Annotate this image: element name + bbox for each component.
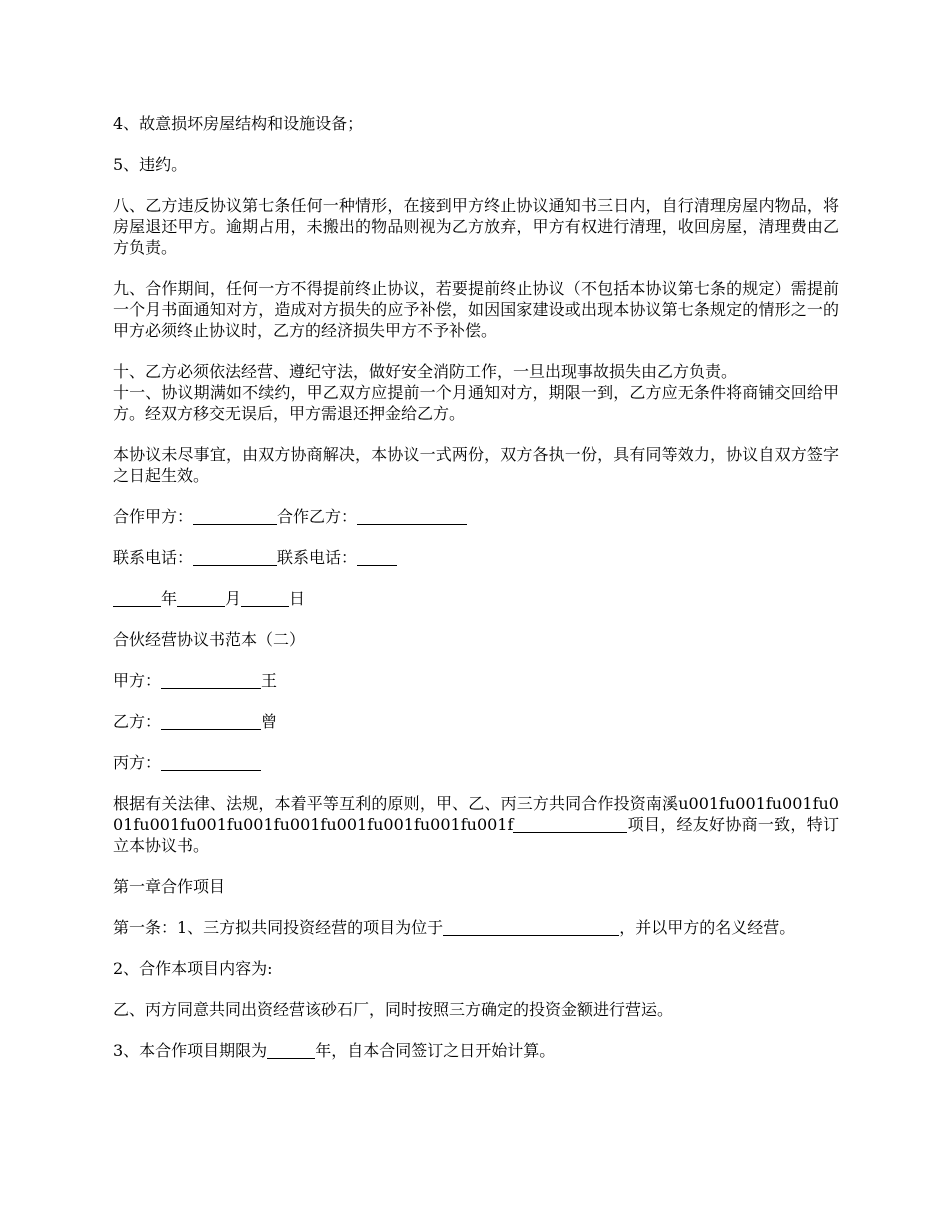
yi-blank bbox=[161, 713, 261, 730]
date-line bbox=[113, 588, 839, 609]
location-blank bbox=[443, 919, 619, 936]
item-3-start: 3、本合作项目期限为 bbox=[113, 1041, 268, 1060]
party-a-label: 合作甲方： bbox=[113, 507, 194, 526]
basis-paragraph bbox=[113, 793, 839, 856]
clause-item-4: 4、故意损坏房屋结构和设施设备； bbox=[113, 114, 364, 133]
bing-label: 丙方： bbox=[113, 753, 162, 772]
basis-end: 项目，经友好协商一致，特订立本协议书。 bbox=[113, 815, 839, 855]
section-title: 合伙经营协议书范本（二） bbox=[113, 630, 306, 649]
month-blank bbox=[177, 590, 225, 607]
year-label: 年 bbox=[161, 589, 178, 608]
phone-line bbox=[113, 547, 839, 568]
yi-label: 乙方： bbox=[113, 712, 162, 731]
month-label: 月 bbox=[225, 589, 242, 608]
project-blank bbox=[513, 816, 627, 833]
clause-10: 十、乙方必须依法经营、遵纪守法，做好安全消防工作，一旦出现事故损失由乙方负责。 bbox=[113, 362, 738, 381]
party-b-blank bbox=[357, 508, 467, 525]
clause-item-5: 5、违约。 bbox=[113, 155, 188, 174]
signature-parties-line bbox=[113, 506, 839, 527]
party-yi-line bbox=[113, 711, 839, 732]
party-b-label: 合作乙方： bbox=[277, 507, 358, 526]
party-a-blank bbox=[193, 508, 277, 525]
document-page bbox=[113, 113, 839, 1061]
basis-start: 根据有关法律、法规，本着平等互利的原则，甲、乙、丙三方共同合作投资南溪u001fu001fu001fu001fu001fu001fu001fu001fu001fu001fu001fu001f bbox=[113, 794, 839, 834]
item-3-end: 年，自本合同签订之日开始计算。 bbox=[315, 1041, 556, 1060]
day-blank bbox=[241, 590, 289, 607]
chapter-heading: 第一章合作项目 bbox=[113, 877, 226, 896]
phone-a-blank bbox=[193, 549, 277, 566]
clause-8: 八、乙方违反协议第七条任何一种情形，在接到甲方终止协议通知书三日内，自行清理房屋内物品，将房屋退还甲方。逾期占用，未搬出的物品则视为乙方放弃，甲方有权进行清理，收回房屋，清理费由乙方负责。 bbox=[113, 196, 839, 257]
bing-blank bbox=[161, 754, 261, 771]
item-2: 2、合作本项目内容为: bbox=[113, 959, 273, 978]
phone-label-a: 联系电话： bbox=[113, 548, 194, 567]
jia-label: 甲方： bbox=[113, 671, 162, 690]
term-blank bbox=[267, 1042, 315, 1059]
article-1 bbox=[113, 917, 839, 938]
party-bing-line bbox=[113, 752, 839, 773]
clause-9: 九、合作期间，任何一方不得提前终止协议，若要提前终止协议（不包括本协议第七条的规定）需提前一个月书面通知对方，造成对方损失的应予补偿，如因国家建设或出现本协议第七条规定的情形之一的甲方必须终止协议时，乙方的经济损失甲方不予补偿。 bbox=[113, 279, 839, 340]
clause-11: 十一、协议期满如不续约，甲乙双方应提前一个月通知对方，期限一到，乙方应无条件将商铺交回给甲方。经双方移交无误后，甲方需退还押金给乙方。 bbox=[113, 383, 839, 423]
item-3 bbox=[113, 1040, 839, 1061]
jia-blank bbox=[161, 672, 261, 689]
jia-name: 王 bbox=[261, 671, 278, 690]
party-jia-line bbox=[113, 670, 839, 691]
day-label: 日 bbox=[289, 589, 306, 608]
yi-name: 曾 bbox=[261, 712, 278, 731]
article-1-start: 第一条：1、三方拟共同投资经营的项目为位于 bbox=[113, 918, 444, 937]
phone-b-blank bbox=[357, 549, 397, 566]
item-2-detail: 乙、丙方同意共同出资经营该砂石厂，同时按照三方确定的投资金额进行营运。 bbox=[113, 1000, 674, 1019]
article-1-end: ，并以甲方的名义经营。 bbox=[619, 918, 796, 937]
clause-10-11-block bbox=[113, 361, 839, 424]
phone-label-b: 联系电话： bbox=[277, 548, 358, 567]
year-blank bbox=[113, 590, 161, 607]
closing-clause: 本协议未尽事宜，由双方协商解决，本协议一式两份，双方各执一份，具有同等效力，协议自双方签字之日起生效。 bbox=[113, 445, 839, 485]
